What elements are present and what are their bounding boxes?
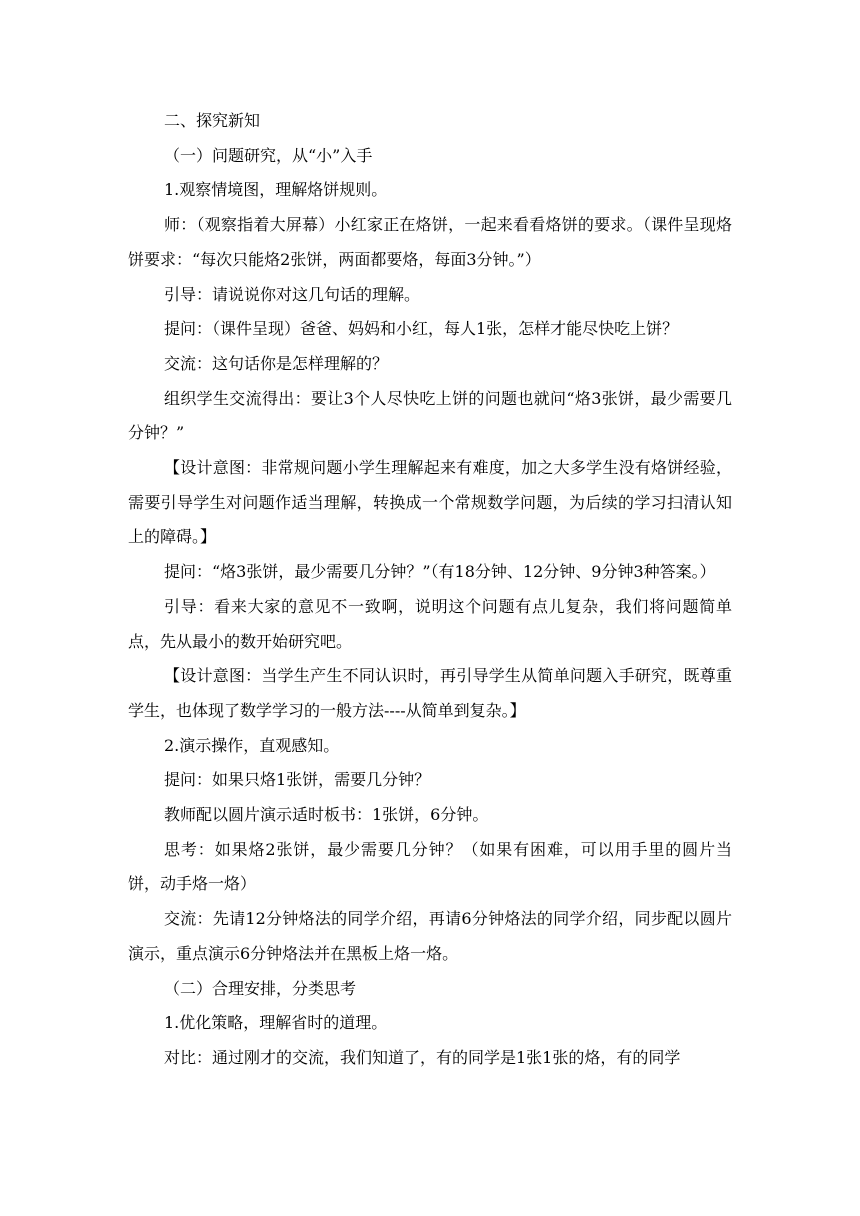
- paragraph: 对比：通过刚才的交流，我们知道了，有的同学是1张1张的烙，有的同学: [164, 1047, 681, 1067]
- subsection-heading: （二）合理安排，分类思考: [164, 978, 357, 998]
- step-heading: 1.观察情境图，理解烙饼规则。: [164, 180, 388, 200]
- paragraph: 引导：请说说你对这几句话的理解。: [164, 284, 421, 304]
- paragraph: 交流：这句话你是怎样理解的？: [164, 353, 389, 373]
- paragraph: 提问：“烙3张饼，最少需要几分钟？”（有18分钟、12分钟、9分钟3种答案。）: [164, 562, 716, 582]
- paragraph: 引导：看来大家的意见不一致啊，说明这个问题有点儿复杂，我们将问题简单点，先从最小的数开始研究吧。: [128, 596, 732, 651]
- paragraph: 思考：如果烙2张饼，最少需要几分钟？（如果有困难，可以用手里的圆片当饼，动手烙一烙）: [128, 839, 732, 894]
- subsection-heading: （一）问题研究，从“小”入手: [164, 145, 373, 165]
- paragraph: 师：（观察指着大屏幕）小红家正在烙饼，一起来看看烙饼的要求。（课件呈现烙饼要求：“每次只能烙2张饼，两面都要烙，每面3分钟。”）: [128, 215, 732, 269]
- step-heading: 1.优化策略，理解省时的道理。: [164, 1013, 388, 1033]
- design-intent-note: 【设计意图：非常规问题小学生理解起来有难度，加之大多学生没有烙饼经验，需要引导学生对问题作适当理解，转换成一个常规数学问题，为后续的学习扫清认知上的障碍。】: [128, 458, 732, 547]
- design-intent-note: 【设计意图：当学生产生不同认识时，再引导学生从简单问题入手研究，既尊重学生，也体现了数学学习的一般方法----从简单到复杂。】: [128, 666, 732, 720]
- paragraph: 教师配以圆片演示适时板书：1张饼，6分钟。: [164, 805, 489, 825]
- paragraph: 提问：（课件呈现）爸爸、妈妈和小红，每人1张，怎样才能尽快吃上饼？: [164, 319, 679, 339]
- paragraph: 组织学生交流得出：要让3个人尽快吃上饼的问题也就问“烙3张饼，最少需要几分钟？”: [128, 388, 732, 443]
- step-heading: 2.演示操作，直观感知。: [164, 735, 340, 755]
- document-body: [128, 104, 732, 1076]
- paragraph: 提问：如果只烙1张饼，需要几分钟？: [164, 770, 431, 790]
- paragraph: 交流：先请12分钟烙法的同学介绍，再请6分钟烙法的同学介绍，同步配以圆片演示，重点演示6分钟烙法并在黑板上烙一烙。: [128, 909, 732, 963]
- section-heading: 二、探究新知: [164, 111, 261, 130]
